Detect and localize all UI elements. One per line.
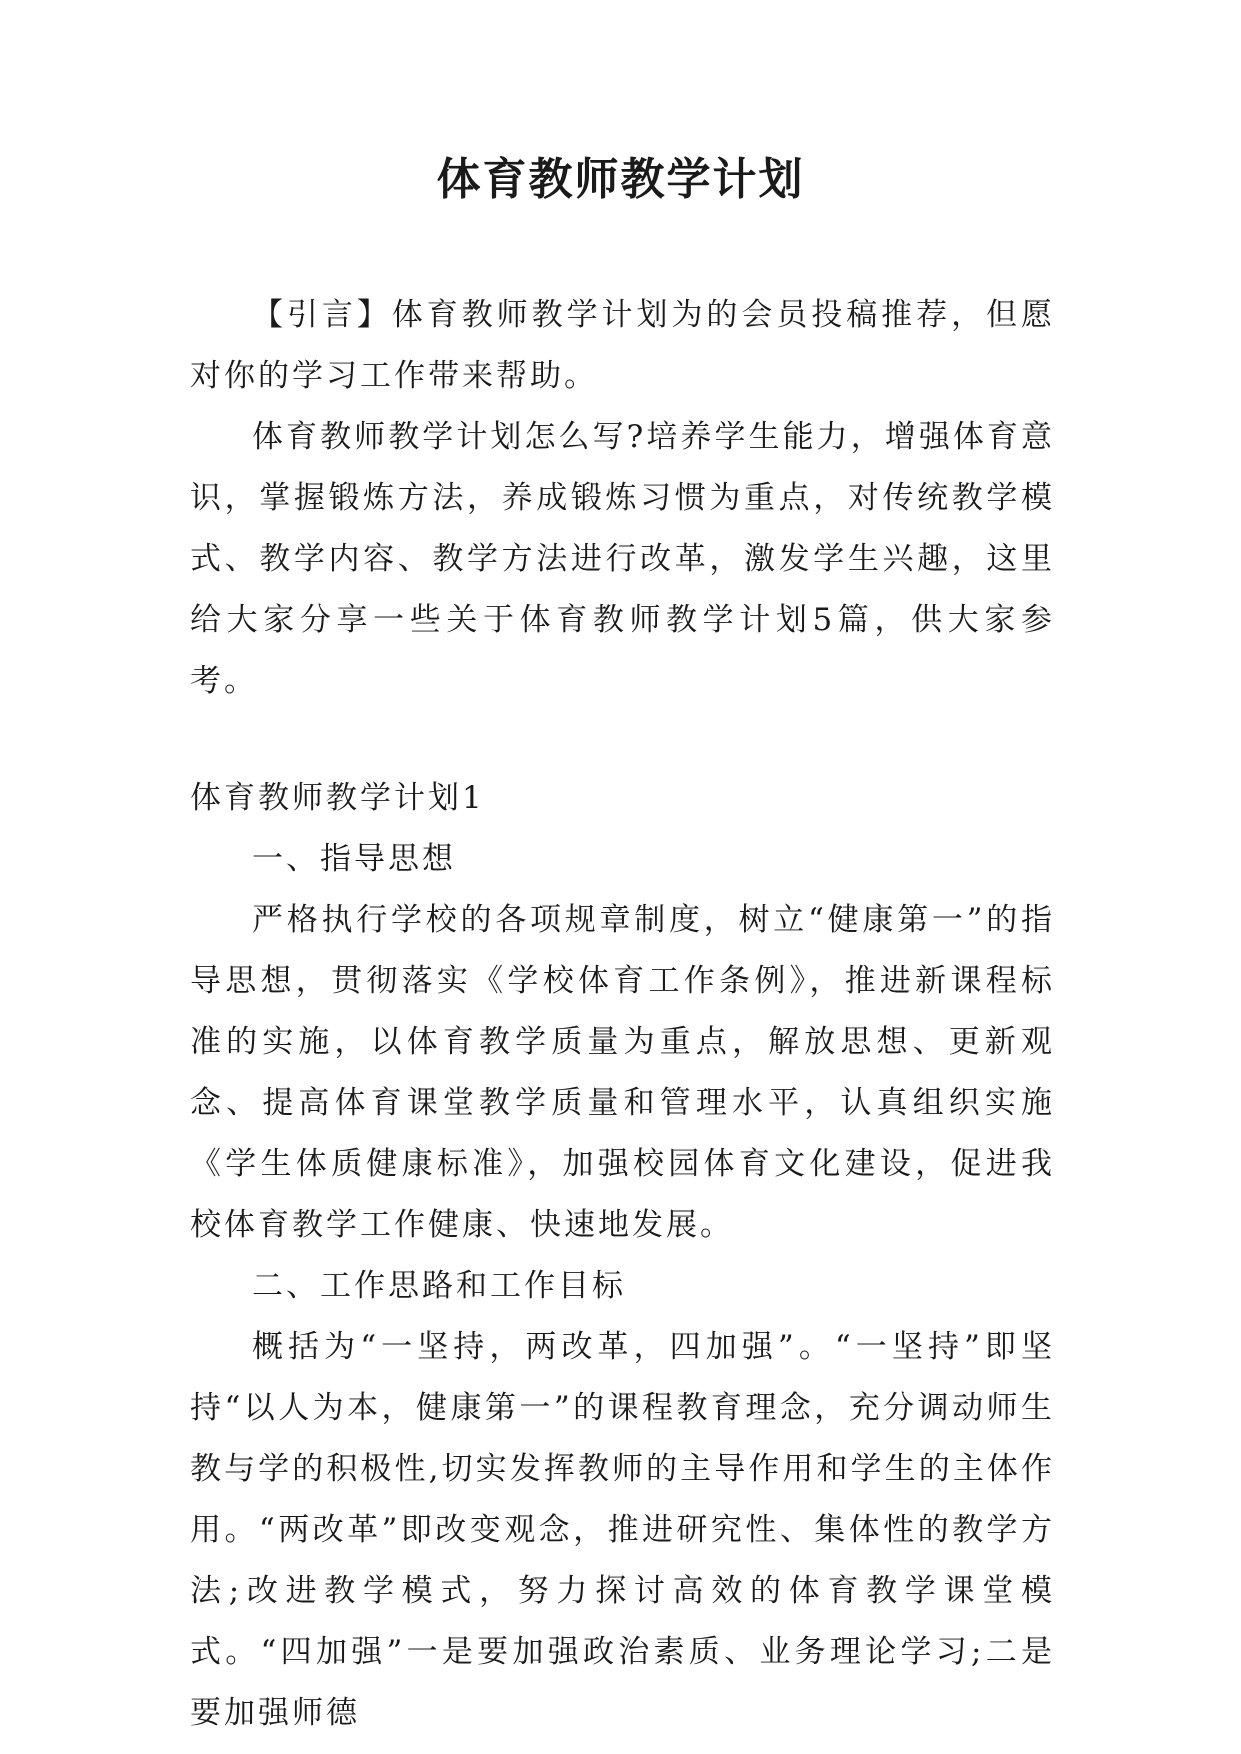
paragraph-work-goals: 概括为“一坚持，两改革，四加强”。“一坚持”即坚持“以人为本，健康第一”的课程教育理念，充分调动师生教与学的积极性,切实发挥教师的主导作用和学生的主体作用。“两改革”即改变观念，推进研究性、集体性的教学方法;改进教学模式，努力探讨高效的体育教学课堂模式。“四加强”一是要加强政治素质、业务理论学习;二是要加强师德 — [190, 1329, 1055, 1731]
paragraph-gap — [190, 712, 1055, 768]
section-title: 体育教师教学计划1 — [190, 780, 485, 816]
intro-paragraph: 【引言】体育教师教学计划为的会员投稿推荐，但愿对你的学习工作带来帮助。 — [190, 297, 1055, 394]
document-title: 体育教师教学计划 — [436, 154, 805, 205]
summary-paragraph: 体育教师教学计划怎么写?培养学生能力，增强体育意识，掌握锻炼方法，养成锻炼习惯为重点，对传统教学模式、教学内容、教学方法进行改革，激发学生兴趣，这里给大家分享一些关于体育教师教学计划5篇，供大家参考。 — [190, 419, 1055, 699]
document-body — [190, 285, 1055, 1744]
heading-guiding-ideology: 一、指导思想 — [252, 841, 456, 877]
paragraph-guiding-ideology: 严格执行学校的各项规章制度，树立“健康第一”的指导思想，贯彻落实《学校体育工作条例》，推进新课程标准的实施，以体育教学质量为重点，解放思想、更新观念、提高体育课堂教学质量和管理水平，认真组织实施《学生体质健康标准》，加强校园体育文化建设，促进我校体育教学工作健康、快速地发展。 — [190, 902, 1055, 1243]
heading-work-goals: 二、工作思路和工作目标 — [252, 1268, 626, 1304]
